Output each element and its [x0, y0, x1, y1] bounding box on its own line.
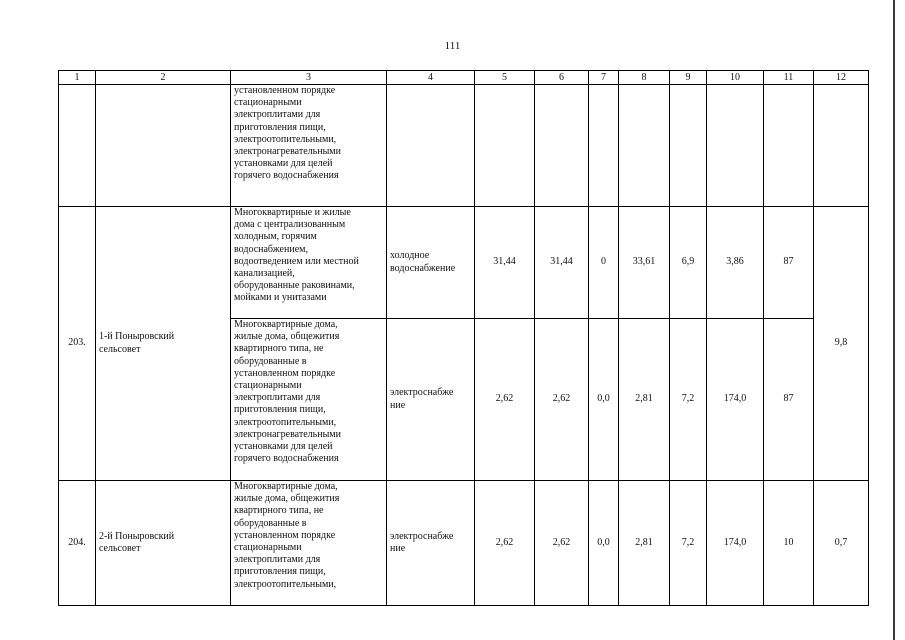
table-cell [475, 85, 535, 207]
value-cell: 2,62 [475, 481, 535, 606]
table-cell [670, 85, 707, 207]
service-cell: холодное водоснабжение [387, 207, 475, 319]
value-cell: 87 [764, 319, 814, 481]
table-row [59, 207, 869, 319]
column-header: 6 [535, 71, 589, 85]
value-cell: 7,2 [670, 319, 707, 481]
column-header: 7 [589, 71, 619, 85]
column-header: 5 [475, 71, 535, 85]
value-cell: 9,8 [814, 207, 869, 481]
column-header: 2 [96, 71, 231, 85]
service-cell: электроснабже ние [387, 319, 475, 481]
value-cell: 174,0 [707, 481, 764, 606]
table-cell [764, 85, 814, 207]
tariff-table [58, 70, 869, 606]
column-header: 11 [764, 71, 814, 85]
value-cell: 31,44 [475, 207, 535, 319]
column-header: 4 [387, 71, 475, 85]
description-cell: Многоквартирные дома, жилые дома, общежития квартирного типа, не оборудованные в установленном порядке стационарными электроплитами для приготовления пищи, электроотопительными, электронагревательными установками для целей горячего водоснабжения [231, 319, 387, 481]
column-header: 10 [707, 71, 764, 85]
description-cell: установленном порядке стационарными электроплитами для приготовления пищи, электроотопительными, электронагревательными установками для целей горячего водоснабжения [231, 85, 387, 207]
table-cell [814, 85, 869, 207]
value-cell: 2,81 [619, 481, 670, 606]
row-number: 203. [59, 207, 96, 481]
column-header: 3 [231, 71, 387, 85]
table-cell [619, 85, 670, 207]
description-cell: Многоквартирные дома, жилые дома, общежития квартирного типа, не оборудованные в установленном порядке стационарными электроплитами для приготовления пищи, электроотопительными, [231, 481, 387, 606]
value-cell: 87 [764, 207, 814, 319]
value-cell: 0,0 [589, 319, 619, 481]
page-number: 111 [444, 40, 461, 52]
value-cell: 0,0 [589, 481, 619, 606]
row-number: 204. [59, 481, 96, 606]
column-header: 12 [814, 71, 869, 85]
table-row-continuation [59, 85, 869, 207]
value-cell: 174,0 [707, 319, 764, 481]
table-row [59, 481, 869, 606]
value-cell: 3,86 [707, 207, 764, 319]
table-cell [387, 85, 475, 207]
table-cell [96, 85, 231, 207]
value-cell: 33,61 [619, 207, 670, 319]
service-cell: электроснабже ние [387, 481, 475, 606]
column-header: 8 [619, 71, 670, 85]
value-cell: 7,2 [670, 481, 707, 606]
value-cell: 2,62 [475, 319, 535, 481]
value-cell: 0 [589, 207, 619, 319]
value-cell: 6,9 [670, 207, 707, 319]
table-cell [59, 85, 96, 207]
header-row [59, 71, 869, 85]
column-header: 1 [59, 71, 96, 85]
settlement-name: 2-й Поныровский сельсовет [96, 481, 231, 606]
value-cell: 0,7 [814, 481, 869, 606]
value-cell: 2,81 [619, 319, 670, 481]
table-cell [707, 85, 764, 207]
description-cell: Многоквартирные и жилые дома с централизованным холодным, горячим водоснабжением, водоотведением или местной канализацией, оборудованные раковинами, мойками и унитазами [231, 207, 387, 319]
page-edge-rule [893, 0, 895, 640]
column-header: 9 [670, 71, 707, 85]
value-cell: 2,62 [535, 481, 589, 606]
settlement-name: 1-й Поныровский сельсовет [96, 207, 231, 481]
value-cell: 2,62 [535, 319, 589, 481]
value-cell: 31,44 [535, 207, 589, 319]
value-cell: 10 [764, 481, 814, 606]
table-cell [535, 85, 589, 207]
table-cell [589, 85, 619, 207]
